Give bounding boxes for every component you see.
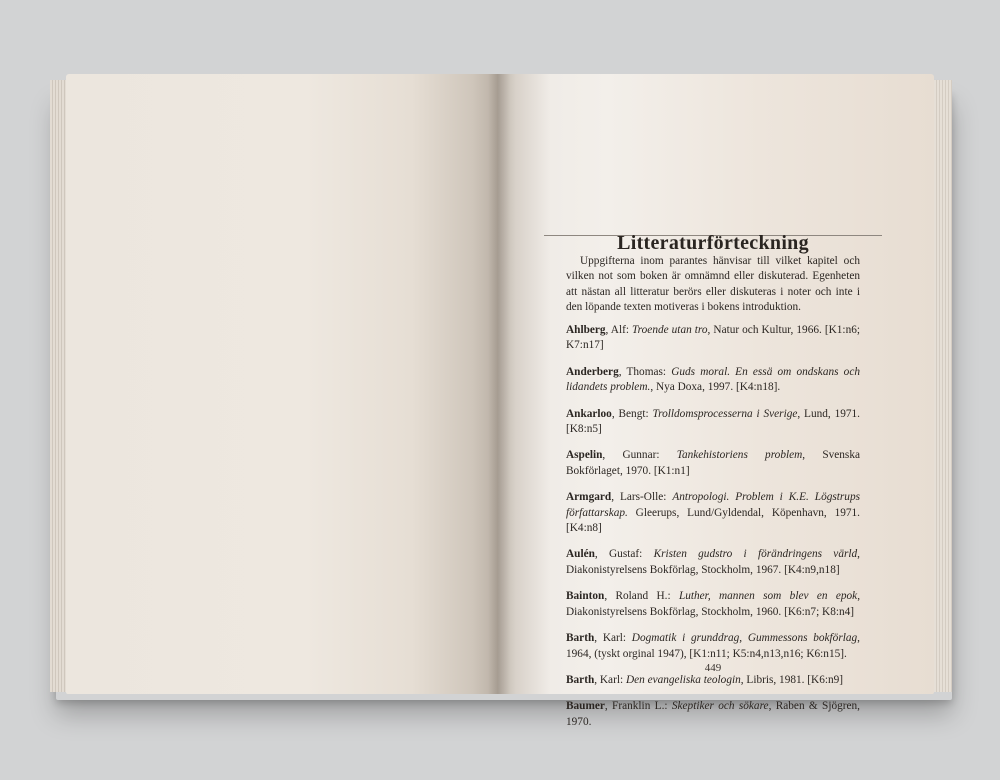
- entry-details: , Libris, 1981. [K6:n9]: [740, 673, 844, 686]
- left-page-blank: [66, 74, 498, 694]
- entry-details: , Diakonistyrelsens Bokförlag, Stockholm, 1960. [K6:n7; K8:n4]: [566, 590, 861, 618]
- entry-work-title: Den evangeliska teologin: [625, 673, 741, 686]
- page-number: 449: [704, 662, 722, 674]
- entry-surname: Baumer: [566, 700, 605, 713]
- entry-details: , Raben & Sjögren, 1970.: [566, 700, 861, 728]
- entry-given-name: , Gustaf:: [594, 548, 654, 561]
- entry-given-name: , Thomas:: [618, 365, 672, 378]
- entry-details: Gleerups, Lund/Gyldendal, Köpenhavn, 1971. [K4:n8]: [566, 506, 860, 535]
- entry-given-name: , Franklin L.:: [604, 700, 672, 713]
- bibliography-entry: [566, 365, 860, 396]
- bibliography-entry: [566, 323, 860, 354]
- entry-details: , Nya Doxa, 1997. [K4:n18].: [650, 381, 781, 394]
- book-spine: [488, 74, 510, 694]
- bibliography-entry: [566, 673, 860, 688]
- bibliography-entry: [566, 699, 860, 730]
- entry-surname: Barth: [566, 673, 595, 686]
- entry-work-title: Kristen gudstro i förändringens värld: [653, 548, 858, 561]
- entry-surname: Aulén: [566, 548, 595, 561]
- entry-details: , 1964, (tyskt orginal 1947), [K1:n11; K5:n4,n13,n16; K6:n15].: [566, 632, 860, 660]
- entry-details: , Natur och Kultur, 1966. [K1:n6; K7:n17]: [566, 324, 861, 352]
- bibliography-entry: [566, 448, 860, 479]
- entry-given-name: , Alf:: [605, 324, 633, 336]
- bibliography-entry: [566, 589, 860, 620]
- entry-work-title: Skeptiker och sökare: [671, 700, 769, 713]
- entry-work-title: Guds moral. En essä om ondskans och lidandets problem.: [566, 365, 860, 394]
- entry-details: , Diakonistyrelsens Bokförlag, Stockholm, 1967. [K4:n9,n18]: [566, 548, 860, 576]
- entry-surname: Armgard: [566, 491, 612, 504]
- bibliography-list: [566, 323, 860, 741]
- page-title: Litteraturförteckning: [617, 232, 809, 254]
- entry-surname: Ahlberg: [566, 324, 606, 336]
- entry-details: , Svenska Bokförlaget, 1970. [K1:n1]: [566, 449, 860, 477]
- intro-paragraph: Uppgifterna inom parantes hänvisar till vilket kapitel och vilken not som boken är omnämnd eller diskuterad. Egenheten att nästan all litteratur berörs eller diskuteras i noter och inte i den löpande texten motiveras i bokens introduktion.: [566, 255, 860, 314]
- entry-work-title: Luther, mannen som blev en epok: [678, 590, 858, 603]
- bibliography-entry: [566, 631, 860, 662]
- entry-work-title: Dogmatik i grunddrag, Gummessons bokförlag: [631, 632, 858, 645]
- entry-surname: Barth: [566, 632, 595, 645]
- entry-surname: Anderberg: [566, 365, 619, 378]
- entry-given-name: , Gunnar:: [602, 449, 677, 462]
- entry-surname: Aspelin: [566, 449, 603, 462]
- right-page-content: [566, 74, 861, 728]
- entry-given-name: , Lars-Olle:: [611, 491, 673, 504]
- entry-surname: Ankarloo: [566, 407, 612, 420]
- bibliography-entry: [566, 407, 860, 438]
- entry-work-title: Tankehistoriens problem: [676, 449, 803, 462]
- entry-given-name: , Karl:: [594, 632, 632, 645]
- entry-given-name: , Bengt:: [611, 407, 653, 420]
- bibliography-entry: [566, 547, 860, 578]
- entry-details: , Lund, 1971. [K8:n5]: [566, 407, 860, 436]
- bibliography-entry: [566, 490, 860, 536]
- entry-given-name: , Roland H.:: [604, 590, 679, 603]
- entry-surname: Bainton: [566, 590, 605, 603]
- entry-given-name: , Karl:: [594, 673, 626, 686]
- entry-work-title: Troende utan tro: [632, 324, 708, 336]
- entry-work-title: Trolldomsprocesserna i Sverige: [652, 407, 798, 420]
- entry-work-title: Antropologi. Problem i K.E. Lögstrups författarskap.: [566, 491, 860, 519]
